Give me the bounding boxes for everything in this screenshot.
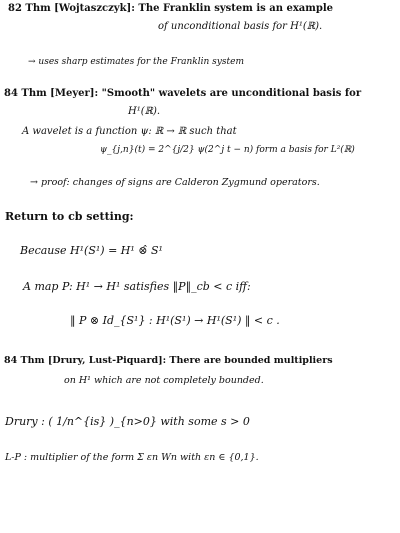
thm84-drury-line2: on H¹ which are not completely bounded. [64, 375, 264, 386]
wavelet-definition-line2: ψ_{j,n}(t) = 2^{j/2} ψ(2^j t − n) form a basis for L²(ℝ) [100, 145, 355, 155]
thm84-meyer-line1: 84 Thm [Meyer]: "Smooth" wavelets are unconditional basis for [4, 88, 362, 99]
thm82-line2: of unconditional basis for H¹(ℝ). [158, 21, 323, 32]
cb-norm-line: ‖ P ⊗ Id_{S¹} : H¹(S¹) → H¹(S¹) ‖ < c . [70, 314, 280, 327]
cb-map-line: A map P: H¹ → H¹ satisfies ‖P‖_cb < c iff: [23, 280, 251, 293]
thm84-drury-line1: 84 Thm [Drury, Lust-Piquard]: There are bounded multipliers [4, 355, 333, 366]
thm82-line1: 82 Thm [Wojtaszczyk]: The Franklin system is an example [8, 3, 333, 14]
thm82-bullet: → uses sharp estimates for the Franklin system [28, 57, 244, 67]
cb-setting-heading: Return to cb setting: [5, 210, 134, 223]
drury-example: Drury : ( 1/n^{is} )_{n>0} with some s > 0 [5, 415, 250, 428]
wavelet-definition-line1: A wavelet is a function ψ: ℝ → ℝ such that [22, 126, 237, 137]
cb-because-line: Because H¹(S¹) = H¹ ⊗̂ S¹ [20, 244, 163, 257]
thm84-meyer-line2: H¹(ℝ). [128, 106, 161, 117]
meyer-proof: → proof: changes of signs are Calderon Zygmund operators. [30, 177, 320, 188]
lust-piquard-example: L-P : multiplier of the form Σ εn Wn with εn ∈ {0,1}. [5, 452, 259, 463]
